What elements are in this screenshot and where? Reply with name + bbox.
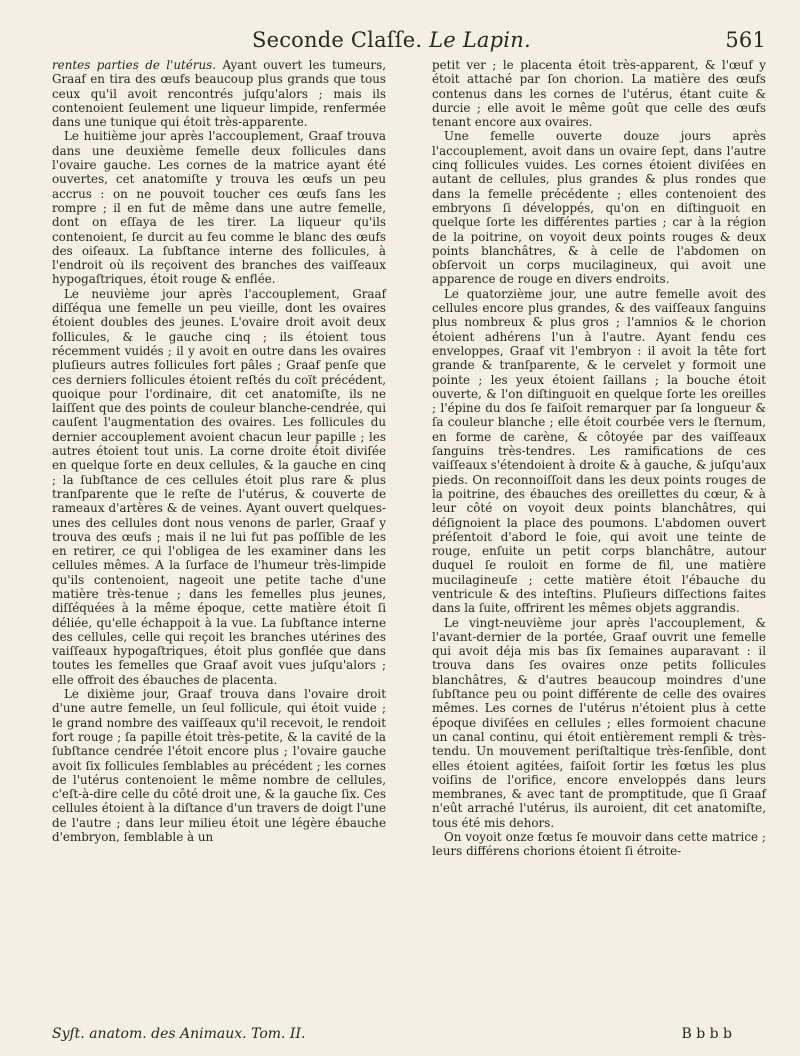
work-reference: Syſt. anatom. des Animaux. Tom. II. [52,1026,306,1042]
paragraph [52,58,386,129]
running-head [252,28,531,52]
paragraph: Le quatorzième jour, une autre femelle avoit des cellules encore plus grandes, & des vaiſſeaux ſanguins plus nombreux & plus gros ; l'amnios & le chorion étoient adhérens l'un à l'autre. Ayant fendu ces enveloppes, Graaf vit l'embryon : il avoit la tête fort grande & tranſparente, & le cervelet y formoit une pointe ; les yeux étoient ſaillans ; la bouche étoit ouverte, & l'on diſtinguoit en quelque ſorte les oreilles ; l'épine du dos ſe faiſoit remarquer par ſa longueur & ſa couleur blanche ; elle étoit courbée vers le ſternum, en forme de carène, & côtoyée par des vaiſſeaux ſanguins très-tendres. Les ramifications de ces vaiſſeaux s'étendoient à droite & à gauche, & juſqu'aux pieds. On reconnoiſſoit dans les deux points rouges de la poitrine, des ébauches des oreillettes du cœur, & à leur côté on voyoit deux points blanchâtres, qui déſignoient la place des poumons. L'abdomen ouvert préſentoit d'abord le foie, qui avoit une teinte de rouge, enſuite un petit corps blanchâtre, autour duquel ſe rouloit en forme de fil, une matière mucilagineuſe ; cette matière étoit l'ébauche du ventricule & des inteſtins. Pluſieurs diſſections faites dans la ſuite, offrirent les mêmes objets aggrandis. [432,286,766,616]
running-head-title: Le Lapin. [429,28,531,52]
text-columns [52,58,766,1032]
paragraph: petit ver ; le placenta étoit très-apparent, & l'œuf y étoit attaché par ſon chorion. La matière des œufs contenus dans les cornes de l'utérus, étant cuite & durcie ; elle avoit le même goût que celle des œufs tenant encore aux ovaires. [432,58,766,130]
page-header [52,22,766,52]
signature-mark: B b b b [681,1026,732,1042]
page-number: 561 [725,28,766,52]
page-footer [52,1026,766,1046]
paragraph: Le vingt-neuvième jour après l'accouplement, & l'avant-dernier de la portée, Graaf ouvrit une femelle qui avoit déja mis bas ſix ſemaines auparavant : il trouva dans ſes ovaires onze petits follicules blanchâtres, & d'autres beaucoup moindres d'une ſubſtance peu ou point différente de celle des ovaires mêmes. Les cornes de l'utérus n'étoient plus à cette époque diviſées en cellules ; elles formoient chacune un canal continu, qui étoit entièrement rempli & très-tendu. Un mouvement periſtaltique très-ſenſible, dont elles étoient agitées, faiſoit ſortir les fœtus les plus voiſins de l'orifice, encore enveloppés dans leurs membranes, & avec tant de promptitude, que ſi Graaf n'eût arraché l'utérus, ils auroient, dit cet anatomiſte, tous été mis dehors. [432,615,766,830]
running-head-class: Seconde Claſſe. [252,28,423,52]
paragraph: Le huitième jour après l'accouplement, Graaf trouva dans une deuxième femelle deux follicules dans l'ovaire gauche. Les cornes de la matrice ayant été ouvertes, cet anatomiſte y trouva les œufs un peu accrus : on ne pouvoit toucher ces œufs ſans les rompre ; il en fut de même dans une autre femelle, dont on eſſaya de les tirer. La liqueur qu'ils contenoient, ſe durcit au feu comme le blanc des œufs des oiſeaux. La ſubſtance interne des follicules, à l'endroit où ils reçoivent des branches des vaiſſeaux hypogaſtriques, étoit rouge & enflée. [52,129,386,287]
right-column [432,58,766,1032]
left-column [52,58,386,1032]
paragraph-text: Ayant ouvert les tumeurs, Graaf en tira des œufs beaucoup plus grands que tous ceux qu'il avoit rencontrés juſqu'alors ; mais ils contenoient ſeulement une liqueur limpide, renfermée dans une tunique qui étoit très-apparente. [52,58,386,130]
paragraph: Le neuvième jour après l'accouplement, Graaf diſſéqua une femelle un peu vieille, dont les ovaires étoient doubles des jeunes. L'ovaire droit avoit deux follicules, & le gauche cinq ; ils étoient tous récemment vuidés ; il y avoit en outre dans les ovaires pluſieurs autres follicules fort pâles ; Graaf penſe que ces derniers follicules étoient reſtés du coït précédent, quoique pour l'ordinaire, dit cet anatomiſte, ils ne laiſſent que des points de couleur blanche-cendrée, qui cauſent l'augmentation des ovaires. Les follicules du dernier accouplement avoient chacun leur papille ; les autres étoient tout unis. La corne droite étoit diviſée en quelque ſorte en deux cellules, & la gauche en cinq ; la ſubſtance de ces cellules étoit plus rare & plus tranſparente que le reſte de l'utérus, & couverte de rameaux d'artères & de veines. Ayant ouvert quelques-unes des cellules dont nous venons de parler, Graaf y trouva des œufs ; mais il ne lui fut pas poſſible de les en retirer, ce qui l'obligea de les examiner dans les cellules mêmes. A la ſurface de l'humeur très-limpide qu'ils contenoient, nageoit une petite tache d'une matière très-tenue ; dans les femelles plus jeunes, diſſéquées à la même époque, cette matière étoit ſi déliée, qu'elle échappoit à la vue. La ſubſtance interne des cellules, celle qui reçoit les branches utérines des vaiſſeaux hypogaſtriques, étoit plus gonflée que dans toutes les femelles que Graaf avoit vues juſqu'alors ; elle offroit des ébauches de placenta. [52,286,386,687]
paragraph: On voyoit onze fœtus ſe mouvoir dans cette matrice ; leurs différens chorions étoient ſi étroite- [432,830,766,859]
italic-phrase: rentes parties de l'utérus. [52,58,217,72]
paragraph: Une femelle ouverte douze jours après l'accouplement, avoit dans un ovaire ſept, dans l'autre cinq follicules vuides. Les cornes étoient diviſées en autant de cellules, plus grandes & plus rondes que dans la femelle précédente ; elles contenoient des embryons ſi développés, qu'on en diſtinguoit en quelque ſorte les différentes parties ; car à la région de la poitrine, on voyoit deux points rouges & deux points blanchâtres, & à celle de l'abdomen on obſervoit un corps mucilagineux, qui avoit une apparence de rouge en divers endroits. [432,129,766,287]
paragraph: Le dixième jour, Graaf trouva dans l'ovaire droit d'une autre femelle, un ſeul follicule, qui étoit vuide ; le grand nombre des vaiſſeaux qu'il recevoit, le rendoit fort rouge ; ſa papille étoit très-petite, & la cavité de la ſubſtance cendrée l'étoit encore plus ; l'ovaire gauche avoit ſix follicules ſemblables au précédent ; les cornes de l'utérus contenoient le même nombre de cellules, c'eſt-à-dire celle du côté droit une, & la gauche ſix. Ces cellules étoient à la diſtance d'un travers de doigt l'une de l'autre ; dans leur milieu étoit une légère ébauche d'embryon, ſemblable à un [52,687,386,845]
